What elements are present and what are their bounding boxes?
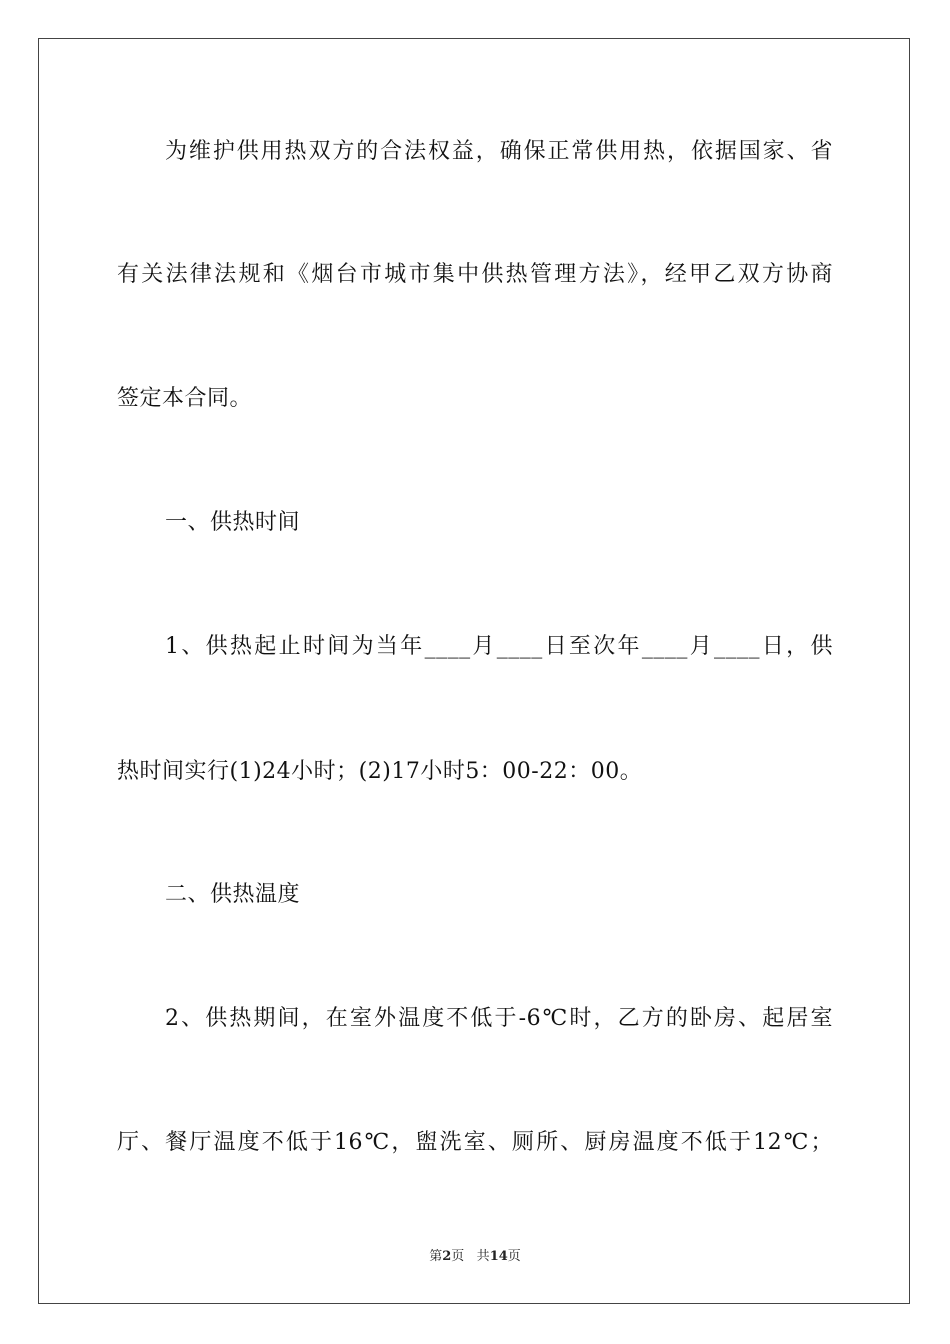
- paragraph-intro-line-1: 为维护供用热双方的合法权益，确保正常供用热，依据国家、省: [165, 139, 833, 164]
- footer-total-pages: 14: [489, 1249, 508, 1264]
- footer-total-suffix: 页: [507, 1249, 521, 1264]
- footer-page-suffix: 页: [451, 1249, 465, 1264]
- paragraph-intro-line-2: 有关法律法规和《烟台市城市集中供热管理方法》，经甲乙双方协商: [117, 262, 833, 287]
- clause-2-line-2: 厅、餐厅温度不低于16℃，盥洗室、厕所、厨房温度不低于12℃；: [117, 1130, 833, 1155]
- page-border: [38, 38, 910, 1304]
- clause-1-line-2: 热时间实行(1)24小时；(2)17小时5：00-22：00。: [117, 759, 643, 784]
- footer-total-prefix: 共: [476, 1249, 490, 1264]
- clause-2-line-1: 2、供热期间，在室外温度不低于-6℃时，乙方的卧房、起居室: [165, 1006, 833, 1031]
- paragraph-intro-line-3: 签定本合同。: [117, 386, 253, 411]
- footer-page-number: 2: [442, 1249, 452, 1264]
- section-heading-heating-temperature: 二、供热温度: [165, 882, 301, 907]
- footer-page-prefix: 第: [429, 1249, 443, 1264]
- page-footer: [0, 1248, 950, 1266]
- section-heading-heating-time: 一、供热时间: [165, 510, 301, 535]
- clause-1-line-1: 1、供热起止时间为当年____月____日至次年____月____日，供: [165, 634, 833, 659]
